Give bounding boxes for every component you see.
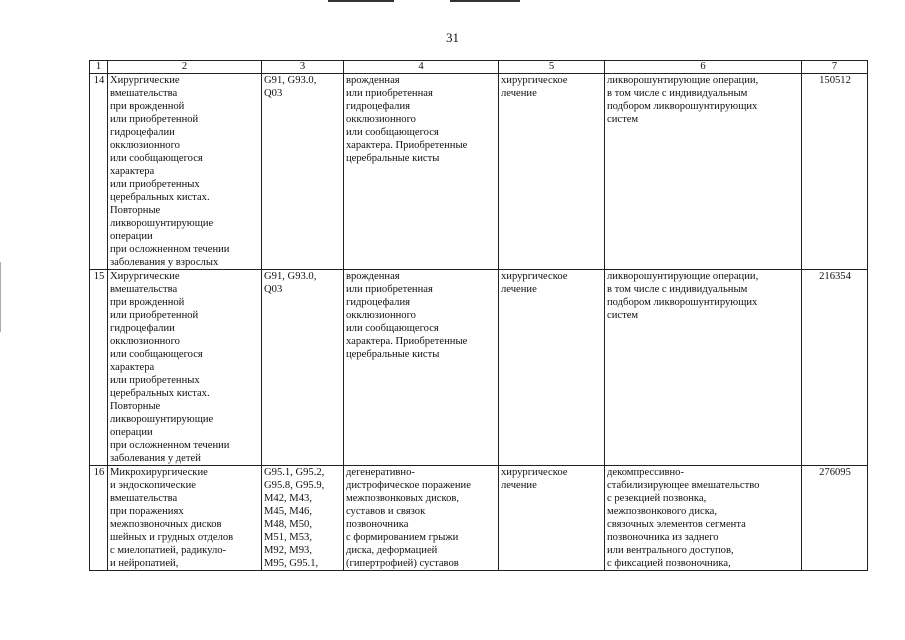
header-row bbox=[90, 61, 868, 74]
header-cell-3: 3 bbox=[262, 61, 344, 74]
cell-text-line: врожденная bbox=[346, 75, 400, 86]
cell-text-line: гидроцефалии bbox=[110, 323, 175, 334]
cell-text-line: при врожденной bbox=[110, 101, 185, 112]
cell-text-line: шейных и грудных отделов bbox=[110, 532, 234, 543]
intervention-name bbox=[108, 466, 262, 571]
cell-text-line: окклюзионного bbox=[110, 336, 180, 347]
cell-text-line: с формированием грыжи bbox=[346, 532, 459, 543]
cell-text-line: церебральные кисты bbox=[346, 153, 440, 164]
cell-text-line: при врожденной bbox=[110, 297, 185, 308]
cell-text-line: или приобретенной bbox=[110, 310, 199, 321]
cell-text-line: Q03 bbox=[264, 88, 283, 99]
cell-text-line: (гипертрофией) суставов bbox=[346, 558, 459, 569]
cell-text-line: церебральных кистах. bbox=[110, 388, 210, 399]
cell-text-line: дегенеративно- bbox=[346, 467, 415, 478]
price-value: 276095 bbox=[802, 466, 868, 571]
cell-text-line: с фиксацией позвоночника, bbox=[607, 558, 731, 569]
cell-text-line: M95, G95.1, bbox=[264, 558, 319, 569]
treatment-method bbox=[605, 466, 802, 571]
table-row bbox=[90, 466, 868, 571]
cell-text-line: окклюзионного bbox=[346, 310, 416, 321]
cell-text-line: суставов и связок bbox=[346, 506, 426, 517]
treatment-type bbox=[499, 74, 605, 270]
price-value: 216354 bbox=[802, 270, 868, 466]
cell-text-line: лечение bbox=[501, 480, 537, 491]
cell-text-line: заболевания у взрослых bbox=[110, 257, 219, 268]
cell-text-line: хирургическое bbox=[501, 271, 568, 282]
row-number: 14 bbox=[90, 74, 108, 270]
cell-text-line: при осложненном течении bbox=[110, 440, 230, 451]
cell-text-line: гидроцефалия bbox=[346, 101, 410, 112]
cell-text-line: Хирургические bbox=[110, 75, 180, 86]
cell-text-line: межпозвоночных дисков bbox=[110, 519, 222, 530]
patient-model bbox=[344, 270, 499, 466]
cell-text-line: диска, деформацией bbox=[346, 545, 438, 556]
cell-text-line: M42, M43, bbox=[264, 493, 312, 504]
cell-text-line: окклюзионного bbox=[110, 140, 180, 151]
intervention-name bbox=[108, 74, 262, 270]
cell-text-line: заболевания у детей bbox=[110, 453, 201, 464]
header-cell-4: 4 bbox=[344, 61, 499, 74]
cell-text-line: систем bbox=[607, 310, 639, 321]
cell-text-line: G91, G93.0, bbox=[264, 75, 317, 86]
cell-text-line: ликворошунтирующие bbox=[110, 218, 214, 229]
cell-text-line: характера bbox=[110, 362, 155, 373]
cell-text-line: церебральных кистах. bbox=[110, 192, 210, 203]
cell-text-line: лечение bbox=[501, 88, 537, 99]
top-rule-right bbox=[450, 0, 520, 2]
cell-text-line: Хирургические bbox=[110, 271, 180, 282]
top-rule-left bbox=[328, 0, 394, 2]
cell-text-line: межпозвонкового диска, bbox=[607, 506, 718, 517]
header-cell-7: 7 bbox=[802, 61, 868, 74]
patient-model bbox=[344, 466, 499, 571]
header-cell-5: 5 bbox=[499, 61, 605, 74]
cell-text-line: или сообщающегося bbox=[110, 349, 203, 360]
cell-text-line: M51, M53, bbox=[264, 532, 312, 543]
cell-text-line: позвоночника из заднего bbox=[607, 532, 719, 543]
cell-text-line: ликворошунтирующие bbox=[110, 414, 214, 425]
cell-text-line: или приобретенная bbox=[346, 284, 433, 295]
cell-text-line: в том числе с индивидуальным bbox=[607, 88, 748, 99]
margin-mark bbox=[0, 262, 1, 332]
cell-text-line: Микрохирургические bbox=[110, 467, 208, 478]
cell-text-line: лечение bbox=[501, 284, 537, 295]
price-value: 150512 bbox=[802, 74, 868, 270]
cell-text-line: вмешательства bbox=[110, 88, 178, 99]
cell-text-line: гидроцефалия bbox=[346, 297, 410, 308]
cell-text-line: окклюзионного bbox=[346, 114, 416, 125]
cell-text-line: стабилизирующее вмешательство bbox=[607, 480, 760, 491]
row-number: 15 bbox=[90, 270, 108, 466]
cell-text-line: межпозвонковых дисков, bbox=[346, 493, 460, 504]
cell-text-line: M92, M93, bbox=[264, 545, 312, 556]
icd-codes bbox=[262, 74, 344, 270]
cell-text-line: гидроцефалии bbox=[110, 127, 175, 138]
cell-text-line: или приобретенных bbox=[110, 375, 200, 386]
intervention-name bbox=[108, 270, 262, 466]
cell-text-line: Q03 bbox=[264, 284, 283, 295]
cell-text-line: хирургическое bbox=[501, 467, 568, 478]
cell-text-line: вмешательства bbox=[110, 284, 178, 295]
cell-text-line: G95.8, G95.9, bbox=[264, 480, 325, 491]
treatment-method bbox=[605, 74, 802, 270]
cell-text-line: Повторные bbox=[110, 401, 161, 412]
cell-text-line: в том числе с индивидуальным bbox=[607, 284, 748, 295]
treatment-type bbox=[499, 466, 605, 571]
cell-text-line: при осложненном течении bbox=[110, 244, 230, 255]
cell-text-line: операции bbox=[110, 427, 153, 438]
cell-text-line: или приобретенных bbox=[110, 179, 200, 190]
cell-text-line: ликворошунтирующие операции, bbox=[607, 75, 759, 86]
table-row bbox=[90, 270, 868, 466]
cell-text-line: или приобретенной bbox=[110, 114, 199, 125]
page-number: 31 bbox=[446, 30, 459, 45]
cell-text-line: или сообщающегося bbox=[346, 127, 439, 138]
cell-text-line: M45, M46, bbox=[264, 506, 312, 517]
treatment-type bbox=[499, 270, 605, 466]
cell-text-line: характера bbox=[110, 166, 155, 177]
cell-text-line: G91, G93.0, bbox=[264, 271, 317, 282]
cell-text-line: вмешательства bbox=[110, 493, 178, 504]
cell-text-line: позвоночника bbox=[346, 519, 409, 530]
cell-text-line: церебральные кисты bbox=[346, 349, 440, 360]
cell-text-line: связочных элементов сегмента bbox=[607, 519, 746, 530]
cell-text-line: подбором ликворошунтирующих bbox=[607, 297, 758, 308]
cell-text-line: M48, M50, bbox=[264, 519, 312, 530]
cell-text-line: характера. Приобретенные bbox=[346, 140, 468, 151]
table-row bbox=[90, 74, 868, 270]
cell-text-line: систем bbox=[607, 114, 639, 125]
icd-codes bbox=[262, 270, 344, 466]
patient-model bbox=[344, 74, 499, 270]
cell-text-line: дистрофическое поражение bbox=[346, 480, 471, 491]
cell-text-line: или приобретенная bbox=[346, 88, 433, 99]
cell-text-line: при поражениях bbox=[110, 506, 184, 517]
header-cell-6: 6 bbox=[605, 61, 802, 74]
cell-text-line: декомпрессивно- bbox=[607, 467, 685, 478]
cell-text-line: с миелопатией, радикуло- bbox=[110, 545, 227, 556]
cell-text-line: подбором ликворошунтирующих bbox=[607, 101, 758, 112]
row-number: 16 bbox=[90, 466, 108, 571]
cell-text-line: характера. Приобретенные bbox=[346, 336, 468, 347]
cell-text-line: с резекцией позвонка, bbox=[607, 493, 707, 504]
cell-text-line: или вентрального доступов, bbox=[607, 545, 734, 556]
cell-text-line: врожденная bbox=[346, 271, 400, 282]
cell-text-line: ликворошунтирующие операции, bbox=[607, 271, 759, 282]
cell-text-line: и эндоскопические bbox=[110, 480, 196, 491]
cell-text-line: операции bbox=[110, 231, 153, 242]
header-cell-1: 1 bbox=[90, 61, 108, 74]
cell-text-line: Повторные bbox=[110, 205, 161, 216]
document-table bbox=[89, 60, 868, 571]
treatment-method bbox=[605, 270, 802, 466]
header-cell-2: 2 bbox=[108, 61, 262, 74]
cell-text-line: и нейропатией, bbox=[110, 558, 179, 569]
icd-codes bbox=[262, 466, 344, 571]
cell-text-line: или сообщающегося bbox=[346, 323, 439, 334]
cell-text-line: или сообщающегося bbox=[110, 153, 203, 164]
cell-text-line: хирургическое bbox=[501, 75, 568, 86]
cell-text-line: G95.1, G95.2, bbox=[264, 467, 325, 478]
